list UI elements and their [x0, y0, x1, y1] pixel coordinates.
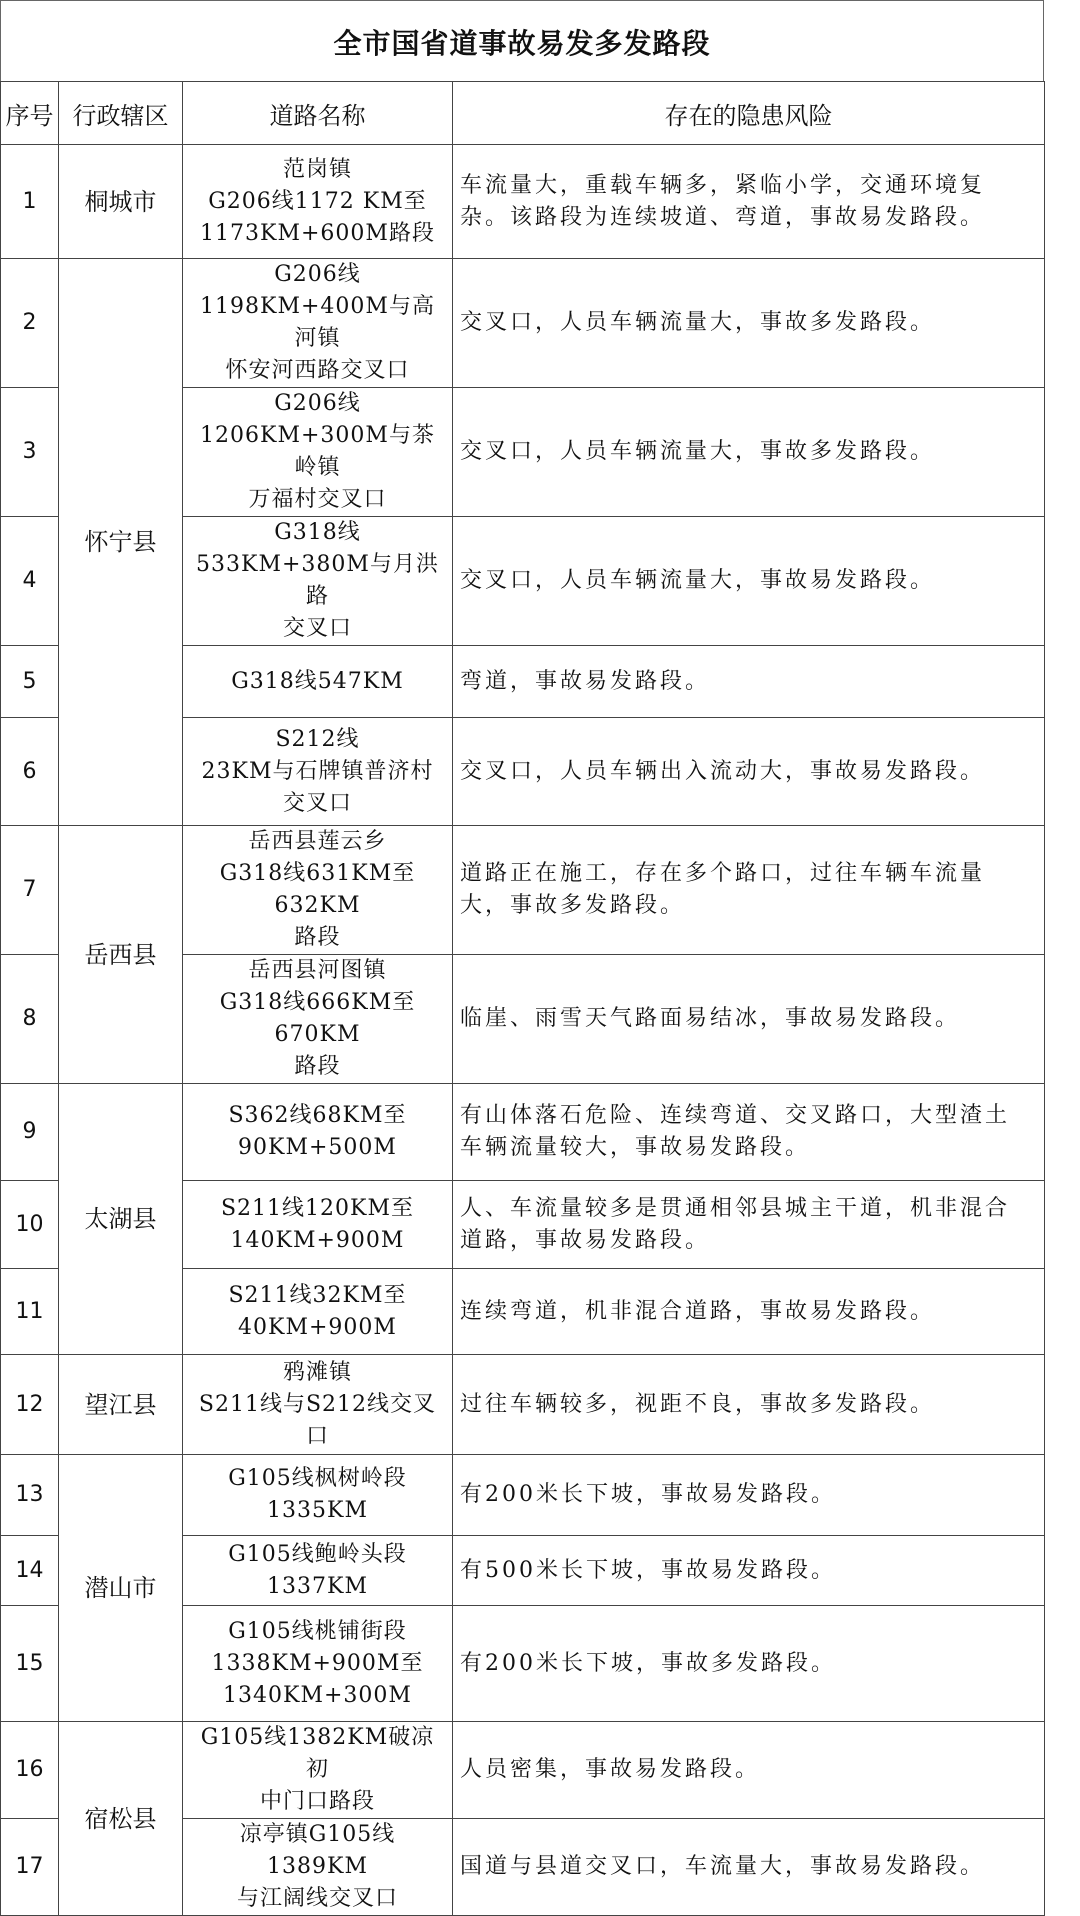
- table-row: [1, 1722, 1045, 1819]
- cell-road-name: S211线32KM至 40KM+900M: [183, 1269, 453, 1355]
- cell-risk: 有200米长下坡，事故多发路段。: [453, 1606, 1045, 1722]
- cell-no: 15: [1, 1606, 59, 1722]
- cell-risk: 弯道，事故易发路段。: [453, 646, 1045, 718]
- cell-risk: 有山体落石危险、连续弯道、交叉路口，大型渣土车辆流量较大，事故易发路段。: [453, 1084, 1045, 1181]
- cell-road-name: S211线120KM至 140KM+900M: [183, 1181, 453, 1269]
- cell-district: 宿松县: [59, 1722, 183, 1916]
- cell-road-name: G206线 1198KM+400M与高河镇 怀安河西路交叉口: [183, 259, 453, 388]
- cell-risk: 交叉口，人员车辆流量大，事故多发路段。: [453, 259, 1045, 388]
- cell-no: 2: [1, 259, 59, 388]
- header-risk: 存在的隐患风险: [453, 82, 1045, 145]
- cell-road-name: G206线 1206KM+300M与茶岭镇 万福村交叉口: [183, 388, 453, 517]
- cell-risk: 车流量大，重载车辆多，紧临小学，交通环境复杂。该路段为连续坡道、弯道，事故易发路段。: [453, 145, 1045, 259]
- table-row: [1, 259, 1045, 388]
- cell-road-name: G318线 533KM+380M与月洪路 交叉口: [183, 517, 453, 646]
- table-row: [1, 1084, 1045, 1181]
- cell-risk: 交叉口，人员车辆流量大，事故多发路段。: [453, 388, 1045, 517]
- header-no: 序号: [1, 82, 59, 145]
- cell-district: 桐城市: [59, 145, 183, 259]
- cell-risk: 有500米长下坡，事故易发路段。: [453, 1536, 1045, 1606]
- cell-risk: 交叉口，人员车辆出入流动大，事故易发路段。: [453, 718, 1045, 826]
- cell-no: 14: [1, 1536, 59, 1606]
- table-header-row: [1, 82, 1045, 145]
- cell-risk: 人、车流量较多是贯通相邻县城主干道，机非混合道路，事故易发路段。: [453, 1181, 1045, 1269]
- cell-risk: 交叉口，人员车辆流量大，事故易发路段。: [453, 517, 1045, 646]
- cell-district: 岳西县: [59, 826, 183, 1084]
- cell-road-name: 凉亭镇G105线1389KM 与江阔线交叉口: [183, 1819, 453, 1916]
- cell-no: 1: [1, 145, 59, 259]
- cell-no: 5: [1, 646, 59, 718]
- cell-risk: 人员密集，事故易发路段。: [453, 1722, 1045, 1819]
- cell-no: 3: [1, 388, 59, 517]
- cell-no: 16: [1, 1722, 59, 1819]
- cell-risk: 连续弯道，机非混合道路，事故易发路段。: [453, 1269, 1045, 1355]
- table-row: [1, 145, 1045, 259]
- cell-no: 9: [1, 1084, 59, 1181]
- header-district: 行政辖区: [59, 82, 183, 145]
- cell-road-name: G105线枫树岭段 1335KM: [183, 1455, 453, 1536]
- cell-road-name: G105线1382KM破凉初 中门口路段: [183, 1722, 453, 1819]
- page-title: 全市国省道事故易发多发路段: [0, 0, 1044, 82]
- header-road-name: 道路名称: [183, 82, 453, 145]
- cell-road-name: 岳西县河图镇 G318线666KM至670KM 路段: [183, 955, 453, 1084]
- cell-road-name: G105线桃铺街段 1338KM+900M至 1340KM+300M: [183, 1606, 453, 1722]
- cell-risk: 过往车辆较多，视距不良，事故多发路段。: [453, 1355, 1045, 1455]
- table-row: [1, 1455, 1045, 1536]
- cell-road-name: S362线68KM至 90KM+500M: [183, 1084, 453, 1181]
- cell-risk: 临崖、雨雪天气路面易结冰，事故易发路段。: [453, 955, 1045, 1084]
- cell-no: 10: [1, 1181, 59, 1269]
- cell-district: 怀宁县: [59, 259, 183, 826]
- cell-risk: 国道与县道交叉口，车流量大，事故易发路段。: [453, 1819, 1045, 1916]
- cell-no: 8: [1, 955, 59, 1084]
- cell-no: 11: [1, 1269, 59, 1355]
- cell-no: 4: [1, 517, 59, 646]
- cell-district: 潜山市: [59, 1455, 183, 1722]
- cell-no: 6: [1, 718, 59, 826]
- cell-risk: 道路正在施工，存在多个路口，过往车辆车流量大，事故多发路段。: [453, 826, 1045, 955]
- cell-road-name: G318线547KM: [183, 646, 453, 718]
- table-row: [1, 1355, 1045, 1455]
- cell-road-name: G105线鲍岭头段 1337KM: [183, 1536, 453, 1606]
- cell-district: 太湖县: [59, 1084, 183, 1355]
- cell-no: 12: [1, 1355, 59, 1455]
- cell-road-name: S212线 23KM与石牌镇普济村 交叉口: [183, 718, 453, 826]
- table-row: [1, 826, 1045, 955]
- table-body: [1, 145, 1045, 1916]
- cell-road-name: 范岗镇 G206线1172 KM至 1173KM+600M路段: [183, 145, 453, 259]
- cell-no: 17: [1, 1819, 59, 1916]
- cell-district: 望江县: [59, 1355, 183, 1455]
- cell-risk: 有200米长下坡，事故易发路段。: [453, 1455, 1045, 1536]
- cell-road-name: 鸦滩镇 S211线与S212线交叉 口: [183, 1355, 453, 1455]
- cell-no: 7: [1, 826, 59, 955]
- cell-no: 13: [1, 1455, 59, 1536]
- cell-road-name: 岳西县莲云乡 G318线631KM至632KM 路段: [183, 826, 453, 955]
- accident-road-table: [0, 81, 1045, 1916]
